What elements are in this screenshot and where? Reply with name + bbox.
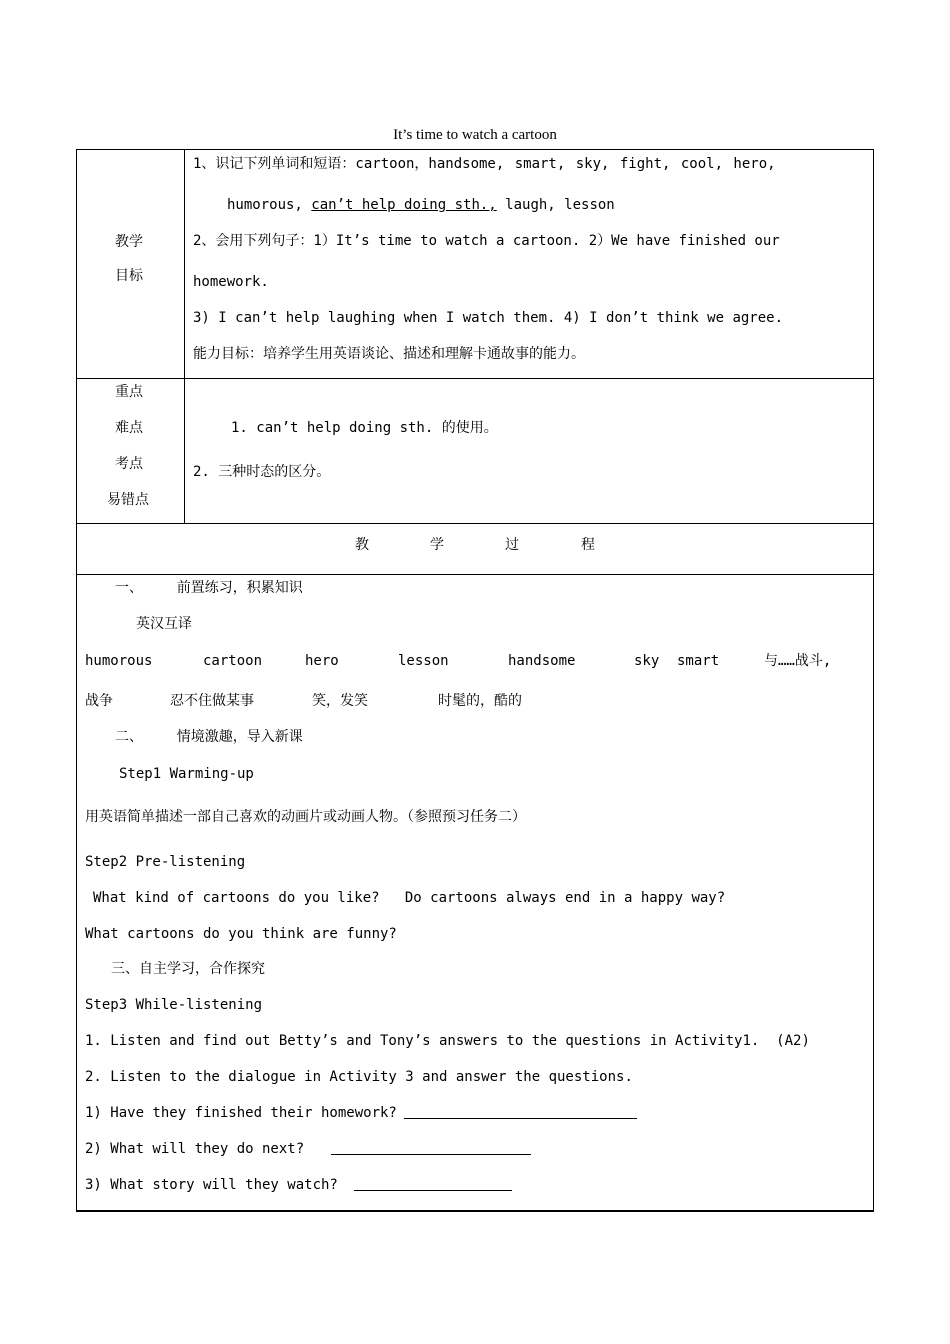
vocab-war: 战争 [85,693,113,709]
answer-blank-1[interactable] [404,1106,637,1119]
section-3-heading: 三、自主学习，合作探究 [111,961,265,977]
objectives-line-5: 3) I can’t help laughing when I watch them. 4) I don’t think we agree. [193,310,784,326]
process-header-char-4: 程 [581,537,595,553]
vocab-sky: sky [634,653,660,669]
key-phrase: can’t help doing sth., [311,197,497,213]
question-1: 1) Have they finished their homework? [85,1105,397,1121]
vocab-smart: smart [677,653,720,669]
objectives-line-1: 1、识记下列单词和短语：cartoon，handsome, smart, sky, fight, cool, hero, [193,156,776,172]
keypoint-label-3: 考点 [115,456,143,472]
step-2-question-1: What kind of cartoons do you like? Do cartoons always end in a happy way? [93,890,726,906]
process-header-char-1: 教 [355,537,369,553]
vocab-fight: 与……战斗, [764,653,832,669]
keypoint-item-2: 2. 三种时态的区分。 [193,464,331,480]
step-2-question-2: What cartoons do you think are funny? [85,926,397,942]
step-1-text: 用英语简单描述一部自己喜欢的动画片或动画人物。（参照预习任务二） [85,809,526,825]
step-2-heading: Step2 Pre-listening [85,854,246,870]
vocab-lesson: lesson [398,653,449,669]
document-title: It’s time to watch a cartoon [393,127,557,143]
objectives-label-2: 目标 [115,268,143,284]
row-divider-3 [76,574,874,575]
objectives-line-2: humorous, can’t help doing sth., laugh, lesson [227,197,615,213]
objectives-line-4: homework. [193,274,269,290]
column-divider [184,149,185,524]
step-3-heading: Step3 While-listening [85,997,263,1013]
vocab-cant-help: 忍不住做某事 [170,693,254,709]
process-header-char-3: 过 [505,537,519,553]
objectives-line-6: 能力目标：培养学生用英语谈论、描述和理解卡通故事的能力。 [193,346,585,362]
question-3: 3) What story will they watch? [85,1177,338,1193]
process-header-char-2: 学 [430,537,444,553]
table-top-border [76,149,874,150]
keypoint-label-1: 重点 [115,384,143,400]
keypoint-label-4: 易错点 [107,492,149,508]
step-1-heading: Step1 Warming-up [119,766,254,782]
section-2-heading: 二、 情境激趣，导入新课 [115,729,303,745]
objectives-line-3: 2、会用下列句子：1）It’s time to watch a cartoon. 2）We have finished our [193,233,780,249]
answer-blank-2[interactable] [331,1142,531,1155]
vocab-cartoon: cartoon [203,653,263,669]
keypoint-item-1: 1. can’t help doing sth. 的使用。 [231,420,498,436]
objectives-label-1: 教学 [115,234,143,250]
row-divider-1 [76,378,874,379]
vocab-humorous: humorous [85,653,153,669]
vocab-handsome: handsome [508,653,576,669]
question-2: 2) What will they do next? [85,1141,305,1157]
section-1-subheading: 英汉互译 [136,616,192,632]
vocab-laugh: 笑，发笑 [312,693,368,709]
vocab-cool: 时髦的，酷的 [438,693,522,709]
section-1-heading: 一、 前置练习，积累知识 [115,580,303,596]
step-3-task-2: 2. Listen to the dialogue in Activity 3 and answer the questions. [85,1069,633,1085]
vocab-hero: hero [305,653,339,669]
row-divider-2 [76,523,874,524]
keypoint-label-2: 难点 [115,420,143,436]
step-3-task-1: 1. Listen and find out Betty’s and Tony’s answers to the questions in Activity1. (A2) [85,1033,810,1049]
answer-blank-3[interactable] [354,1178,512,1191]
